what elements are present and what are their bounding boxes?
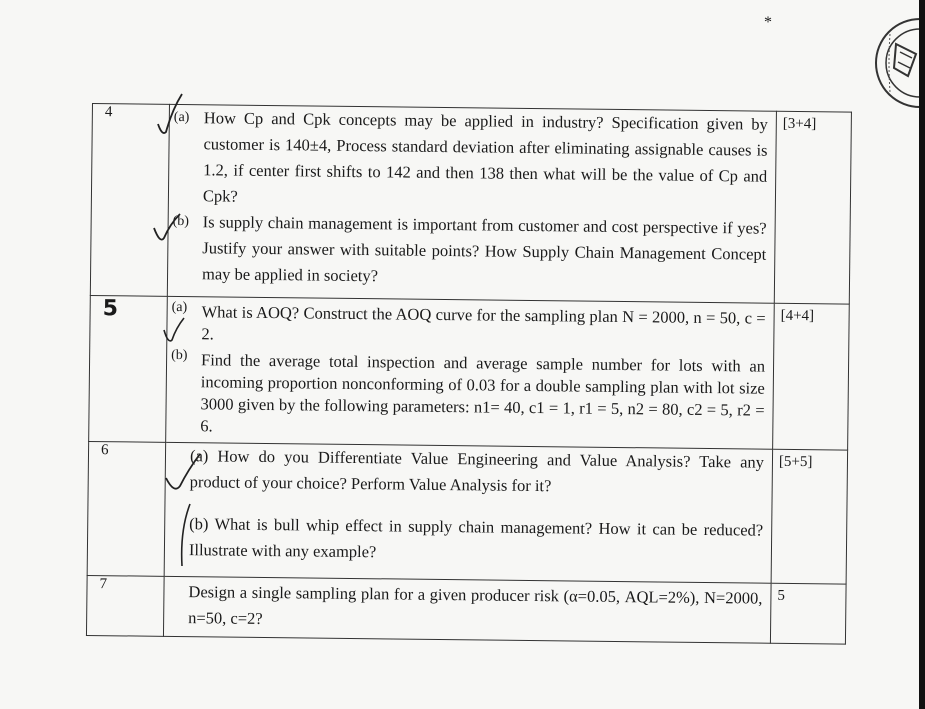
question-number: 7	[86, 575, 164, 636]
part-text: Find the average total inspection and average sample number for lots with an incoming proportion nonconforming of 0.03 for a double sampling plan with lot size 3000 given by the following parameters: n1= 40, c1 = 1, r1 = 5, n2 = 80, c2 = 5, r2 = 6.	[200, 350, 766, 436]
star-mark: *	[764, 14, 772, 31]
part-text: What is AOQ? Construct the AOQ curve for the sampling plan N = 2000, n = 50, c = 2.	[201, 302, 766, 344]
question-number: 6	[87, 441, 166, 576]
part-text: Is supply chain management is important from customer and cost perspective if yes? Justify your answer with suitable points? How Supply Chain Management Concept may be applied in society?	[201, 212, 767, 286]
question-number: 4	[90, 104, 169, 297]
question-part-a	[166, 443, 773, 502]
part-text: What is bull whip effect in supply chain management? How it can be reduced? Illustrate with any example?	[188, 514, 764, 562]
part-text: Design a single sampling plan for a given producer risk (α=0.05, AQL=2%), N=2000, n=50, c=2?	[188, 582, 763, 628]
part-label: (a)	[189, 446, 209, 466]
question-part-a	[169, 105, 776, 216]
university-seal-icon	[868, 14, 924, 112]
part-label: (b)	[189, 514, 209, 534]
question-row-4	[90, 104, 851, 305]
question-row-7	[86, 575, 846, 644]
marks: [5+5]	[771, 449, 848, 584]
question-part	[164, 577, 771, 638]
question-part-b	[166, 345, 773, 444]
part-label: (a)	[173, 109, 190, 126]
question-text-cell	[163, 576, 771, 643]
question-text-cell	[167, 104, 776, 303]
question-part-a	[167, 297, 774, 352]
part-text: How do you Differentiate Value Engineering and Value Analysis? Take any product of your choice? Perform Value Analysis for it?	[189, 446, 765, 496]
question-text-cell	[166, 296, 775, 449]
part-label: (b)	[171, 347, 188, 364]
marks: [3+4]	[774, 111, 851, 304]
question-text-cell	[164, 442, 772, 583]
question-part-b	[165, 511, 772, 570]
marks: [4+4]	[773, 303, 850, 450]
marks: 5	[770, 583, 846, 644]
scan-edge	[919, 0, 925, 709]
question-part-b	[168, 209, 775, 294]
handwritten-number: 5	[102, 296, 119, 322]
part-label: (a)	[171, 299, 188, 316]
questions-table	[86, 103, 852, 645]
part-text: How Cp and Cpk concepts may be applied in industry? Specification given by customer is 140±4, Process standard deviation after eliminating assignable causes is 1.2, if center first shifts to 142 and then 138 then what will be the value of Cp and Cpk?	[202, 108, 768, 206]
question-row-6	[87, 441, 847, 584]
question-number	[89, 295, 168, 442]
part-label: (b)	[172, 213, 190, 230]
question-row-5	[89, 295, 850, 450]
